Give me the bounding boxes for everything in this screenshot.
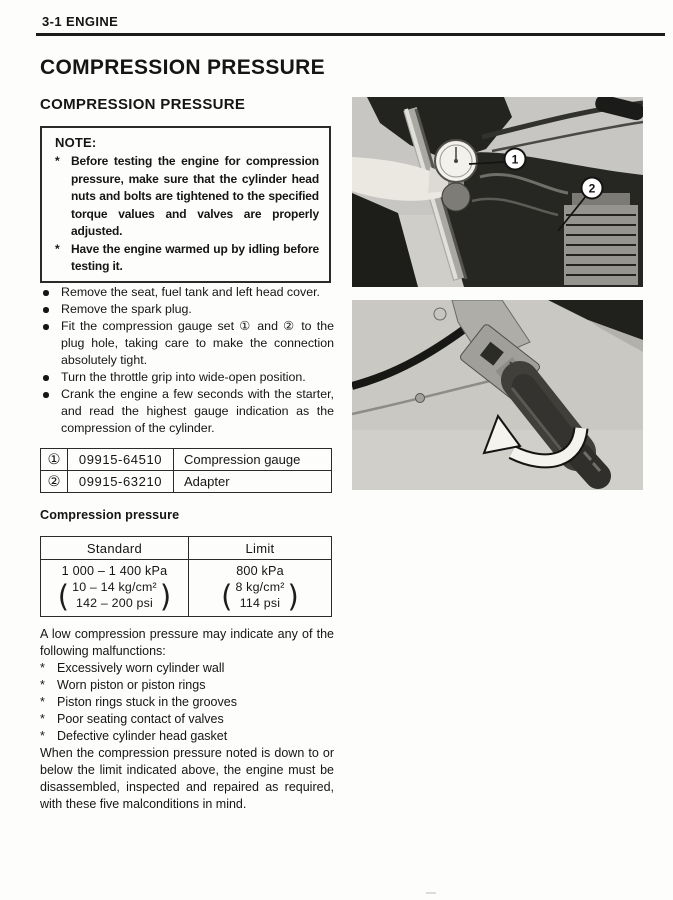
page-header: 3-1 ENGINE xyxy=(42,14,119,29)
note-label: NOTE: xyxy=(55,135,97,150)
column-header-limit: Limit xyxy=(189,537,332,560)
note-item-text: Have the engine warmed up by idling before testing it. xyxy=(71,241,319,273)
list-item xyxy=(40,318,334,369)
standard-value-cell xyxy=(41,560,189,617)
section-title: COMPRESSION PRESSURE xyxy=(40,96,246,113)
table-row xyxy=(41,560,332,617)
gauge-photo-illustration xyxy=(352,97,643,287)
list-item xyxy=(40,284,334,301)
paren-open: ( xyxy=(221,577,233,614)
note-item-text: Before testing the engine for compression pressure, make sure that the cylinder head nuts and bolts are tightened to the specified torque values and valves are properly adjusted. xyxy=(71,154,319,238)
limit-alt-units xyxy=(189,577,331,614)
step-text: Turn the throttle grip into wide-open position. xyxy=(61,370,306,384)
malfunction-text: Poor seating contact of valves xyxy=(57,712,224,726)
tool-name: Compression gauge xyxy=(174,449,332,471)
note-item xyxy=(55,153,319,241)
diagnosis-conclusion: When the compression pressure noted is down to or below the limit indicated above, the engine must be disassembled, inspected and repaired as required, with these five malconditions in mind. xyxy=(40,746,334,811)
standard-alt-units xyxy=(41,577,188,614)
bullet-icon xyxy=(40,301,61,318)
malfunction-text: Defective cylinder head gasket xyxy=(57,729,228,743)
limit-kpa: 800 kPa xyxy=(236,564,284,578)
paren-close: ) xyxy=(159,577,172,614)
step-text: Remove the spark plug. xyxy=(61,302,192,316)
throttle-photo-illustration xyxy=(352,300,643,490)
diagnosis-section xyxy=(40,626,334,813)
spec-caption: Compression pressure xyxy=(40,508,180,522)
paren-open: ( xyxy=(57,577,70,614)
step-text: Fit the compression gauge set ① and ② to the plug hole, taking care to make the connection absolutely tight. xyxy=(61,319,334,367)
tool-name: Adapter xyxy=(174,471,332,493)
callout-1-label: 1 xyxy=(511,152,519,167)
page-title: COMPRESSION PRESSURE xyxy=(40,56,325,79)
column-header-standard: Standard xyxy=(41,537,189,560)
asterisk-marker: * xyxy=(40,695,45,709)
bullet-icon xyxy=(40,284,61,301)
malfunction-text: Piston rings stuck in the grooves xyxy=(57,695,237,709)
scan-artifact xyxy=(426,892,436,894)
table-row xyxy=(41,449,332,471)
list-item xyxy=(40,301,334,318)
note-box xyxy=(40,126,331,283)
asterisk-marker: * xyxy=(40,712,45,726)
standard-psi: 142 – 200 psi xyxy=(75,595,153,610)
step-text: Crank the engine a few seconds with the starter, and read the highest gauge indication as the compression of the cylinder. xyxy=(61,387,334,435)
callout-2-label: 2 xyxy=(588,181,596,196)
standard-kpa: 1 000 – 1 400 kPa xyxy=(61,564,168,578)
limit-psi: 114 psi xyxy=(239,595,281,610)
step-text: Remove the seat, fuel tank and left head cover. xyxy=(61,285,320,299)
limit-value-cell xyxy=(189,560,332,617)
bullet-icon xyxy=(40,318,61,369)
asterisk-marker: * xyxy=(55,241,60,256)
list-item xyxy=(40,386,334,437)
paren-close: ) xyxy=(287,577,299,614)
photo-throttle-grip xyxy=(352,300,643,490)
limit-kg: 8 kg/cm² xyxy=(235,580,285,594)
list-item xyxy=(40,728,334,745)
table-row xyxy=(41,471,332,493)
asterisk-marker: * xyxy=(55,154,60,168)
list-item xyxy=(40,694,334,711)
list-item xyxy=(40,711,334,728)
malfunction-text: Excessively worn cylinder wall xyxy=(57,661,225,675)
spec-table xyxy=(40,536,332,617)
asterisk-marker: * xyxy=(40,661,45,675)
standard-kg: 10 – 14 kg/cm² xyxy=(72,580,157,594)
bullet-icon xyxy=(40,386,61,437)
malfunction-text: Worn piston or piston rings xyxy=(57,678,206,692)
list-item xyxy=(40,677,334,694)
header-rule xyxy=(36,33,665,36)
photo-compression-gauge xyxy=(352,97,643,287)
note-item xyxy=(55,241,319,276)
tool-part-number: 09915-64510 xyxy=(68,449,174,471)
asterisk-marker: * xyxy=(40,678,45,692)
special-tools-table xyxy=(40,448,332,493)
procedure-steps xyxy=(40,284,334,437)
list-item xyxy=(40,369,334,386)
tool-ref-badge: ① xyxy=(41,449,68,471)
bullet-icon xyxy=(40,369,61,386)
list-item xyxy=(40,660,334,677)
table-header-row xyxy=(41,537,332,560)
diagnosis-intro: A low compression pressure may indicate any of the following malfunctions: xyxy=(40,627,334,658)
asterisk-marker: * xyxy=(40,729,45,743)
tool-part-number: 09915-63210 xyxy=(68,471,174,493)
tool-ref-badge: ② xyxy=(41,471,68,493)
